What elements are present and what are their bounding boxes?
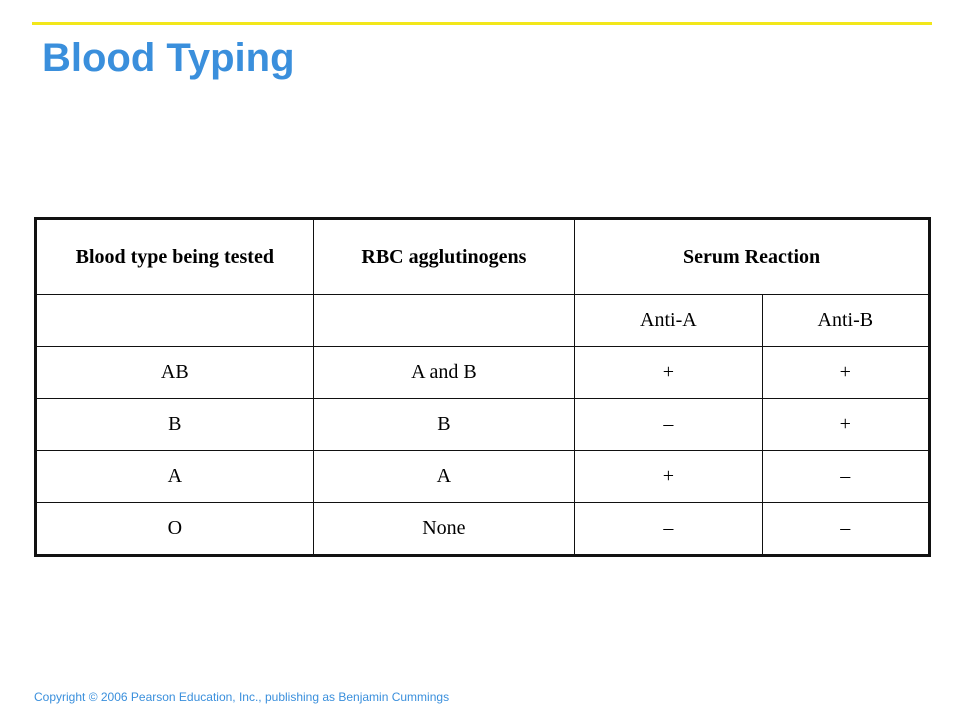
- cell-blood-type: A: [36, 451, 314, 503]
- cell-anti-b: –: [762, 503, 929, 556]
- copyright-footer: Copyright © 2006 Pearson Education, Inc., publishing as Benjamin Cummings: [34, 690, 450, 704]
- blood-typing-table: [34, 217, 931, 557]
- table-row: [36, 503, 930, 556]
- subheader-empty-1: [36, 295, 314, 347]
- cell-agglutinogens: A and B: [313, 347, 575, 399]
- top-accent-rule: [32, 22, 932, 25]
- header-serum-reaction: Serum Reaction: [575, 219, 930, 295]
- cell-anti-a: –: [575, 503, 762, 556]
- cell-agglutinogens: A: [313, 451, 575, 503]
- table-subheader-row: [36, 295, 930, 347]
- cell-anti-a: +: [575, 451, 762, 503]
- cell-anti-b: –: [762, 451, 929, 503]
- cell-anti-b: +: [762, 399, 929, 451]
- subheader-anti-b: Anti-B: [762, 295, 929, 347]
- table-header-row: [36, 219, 930, 295]
- table-row: [36, 399, 930, 451]
- subheader-empty-2: [313, 295, 575, 347]
- cell-anti-a: –: [575, 399, 762, 451]
- cell-blood-type: B: [36, 399, 314, 451]
- cell-anti-a: +: [575, 347, 762, 399]
- slide-title: Blood Typing: [42, 36, 295, 80]
- cell-blood-type: O: [36, 503, 314, 556]
- cell-agglutinogens: B: [313, 399, 575, 451]
- table-row: [36, 347, 930, 399]
- header-blood-type: Blood type being tested: [36, 219, 314, 295]
- cell-blood-type: AB: [36, 347, 314, 399]
- subheader-anti-a: Anti-A: [575, 295, 762, 347]
- cell-agglutinogens: None: [313, 503, 575, 556]
- table-row: [36, 451, 930, 503]
- header-agglutinogens: RBC agglutinogens: [313, 219, 575, 295]
- cell-anti-b: +: [762, 347, 929, 399]
